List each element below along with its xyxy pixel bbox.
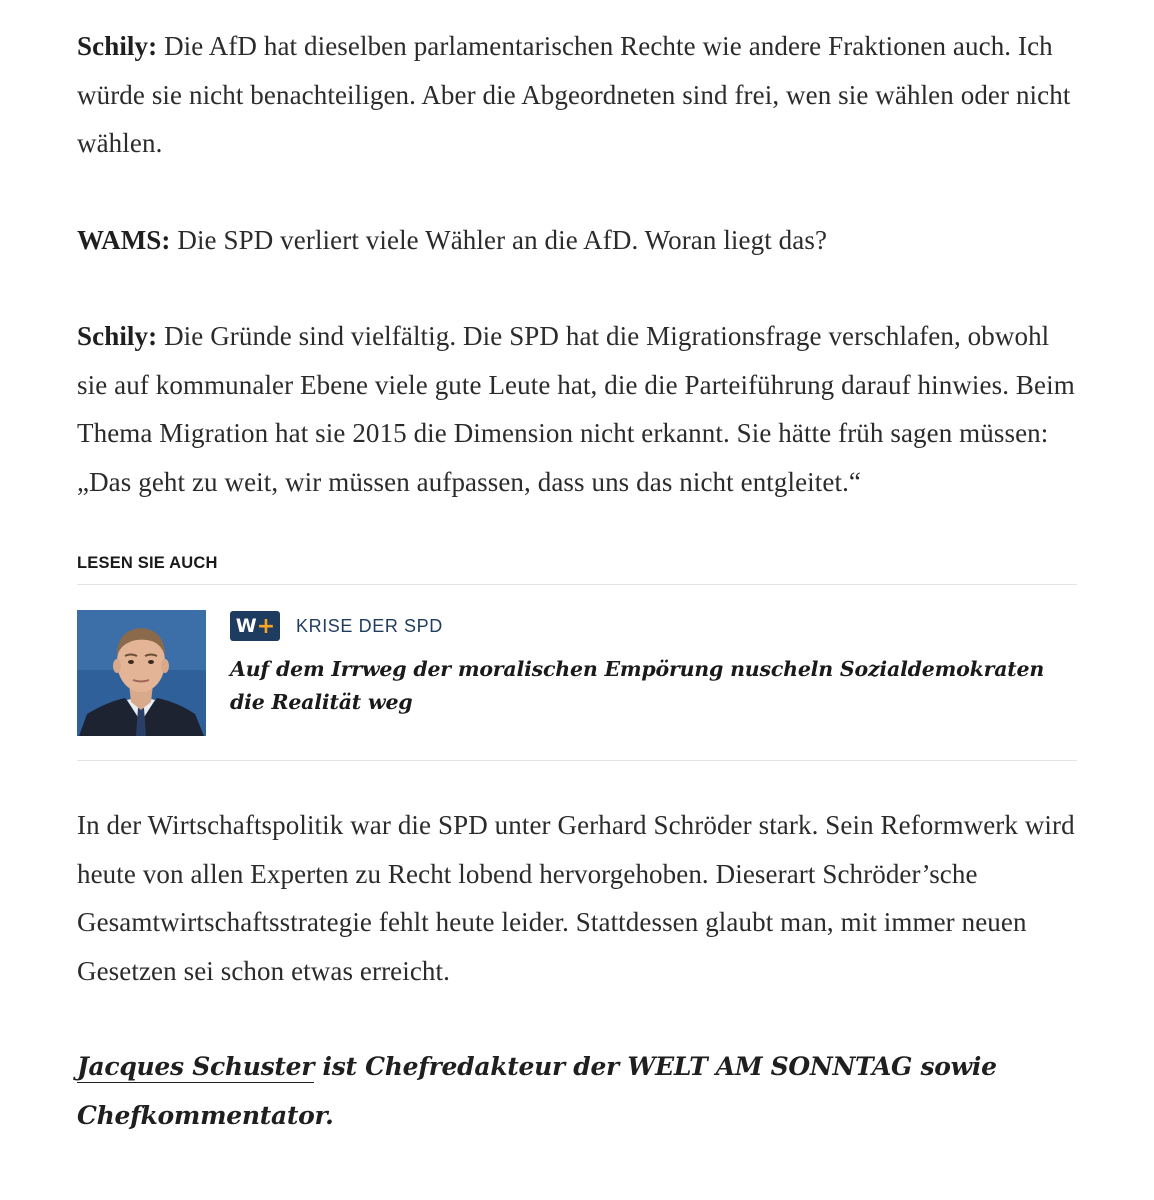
interview-paragraph <box>77 216 1077 265</box>
welt-plus-badge <box>230 611 280 641</box>
answer-text: Die Gründe sind vielfältig. Die SPD hat die Migrationsfrage verschlafen, obwohl sie auf kommunaler Ebene viele gute Leute hat, die die Parteiführung darauf hinwies. Beim Thema Migration hat sie 2015 die Dimension nicht erkannt. Sie hätte früh sagen müssen: „Das geht zu weit, wir müssen aufpassen, dass uns das nicht entgleitet.“ <box>77 321 1075 497</box>
question-text: Die SPD verliert viele Wähler an die AfD. Woran liegt das? <box>177 224 828 255</box>
related-article-teaser[interactable] <box>77 585 1077 761</box>
interview-paragraph <box>77 312 1077 506</box>
portrait-photo-icon <box>77 610 206 736</box>
speaker-label: Schily: <box>77 321 158 351</box>
teaser-kicker: KRISE DER SPD <box>296 615 443 636</box>
interview-paragraph <box>77 22 1077 168</box>
teaser-thumbnail[interactable] <box>77 610 206 736</box>
speaker-label: Schily: <box>77 31 158 61</box>
teaser-text[interactable] <box>230 610 1077 736</box>
plus-icon: + <box>256 613 275 639</box>
teaser-headline-link[interactable]: Auf dem Irrweg der moralischen Empörung nuscheln Sozialdemokraten die Realität weg <box>230 657 1045 714</box>
answer-text: Die AfD hat dieselben parlamentarischen Rechte wie andere Fraktionen auch. Ich würde sie nicht benachteiligen. Aber die Abgeordneten sind frei, wen sie wählen oder nicht wählen. <box>77 31 1071 158</box>
author-note <box>77 1043 1077 1140</box>
body-paragraph: In der Wirtschaftspolitik war die SPD unter Gerhard Schröder stark. Sein Reformwerk wird heute von allen Experten zu Recht lobend hervorgehoben. Dieserart Schröder’sche Gesamtwirtschaftsstrategie fehlt heute leider. Stattdessen glaubt man, mit immer neuen Gesetzen sei schon etwas erreicht. <box>77 810 1075 986</box>
author-link[interactable]: Jacques Schuster <box>77 1052 315 1081</box>
author-note-text: ist Chefredakteur der WELT AM SONNTAG sowie Chefkommentator. <box>77 1052 997 1130</box>
read-also-heading: LESEN SIE AUCH <box>77 554 1077 585</box>
read-also-section <box>77 554 1077 761</box>
badge-letter: W <box>235 615 256 637</box>
speaker-label: WAMS: <box>77 224 171 255</box>
kicker-row <box>230 611 1077 641</box>
article-body <box>77 22 1077 1140</box>
